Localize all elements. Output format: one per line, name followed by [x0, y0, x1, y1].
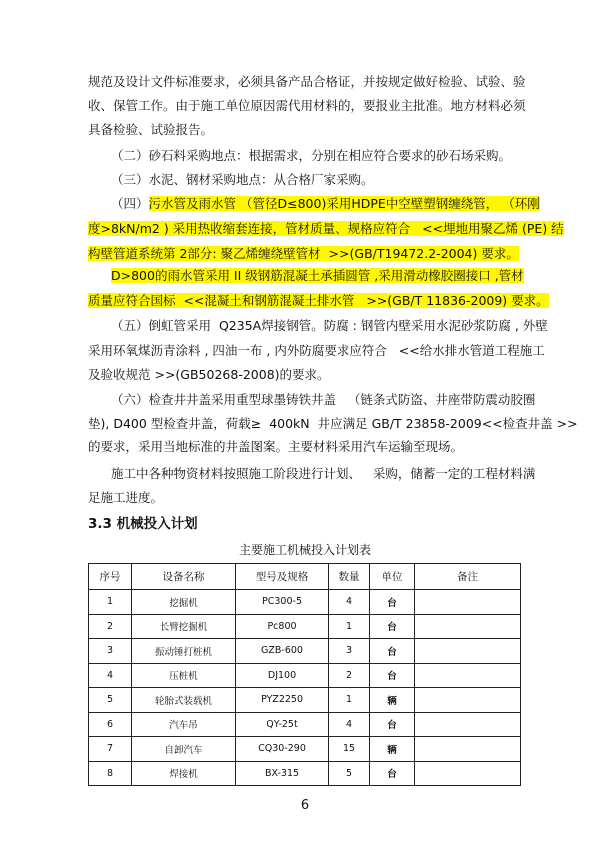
highlighted-text: 质量应符合国标 <<混凝土和钢筋混凝土排水管 >>(GB/T 11836-2009) 要求。	[88, 293, 549, 308]
cell-remarks	[415, 639, 521, 664]
text-line	[88, 414, 610, 434]
text-segment: 施工中各种物资材料按照施工阶段进行计划、 采购，储蓄一定的工程材料满	[111, 466, 536, 481]
cell-model: PC300-5	[236, 590, 329, 615]
text-segment: 的要求，采用当地标准的井盖图案。主要材料采用汽车运输至现场。	[88, 439, 464, 454]
cell-model: PYZ2250	[236, 688, 329, 713]
cell-model: GZB-600	[236, 639, 329, 664]
cell-remarks	[415, 614, 521, 639]
text-line	[88, 72, 610, 92]
text-line	[88, 437, 610, 457]
cell-unit: 台	[370, 761, 415, 786]
cell-remarks	[415, 590, 521, 615]
table-row	[89, 688, 521, 713]
header-index: 序号	[89, 564, 132, 590]
text-segment: （六）检查井井盖采用重型球墨铸铁井盖 （链条式防盗、井座带防震动胶圈	[111, 392, 536, 407]
highlighted-text: D>800的雨水管采用 II 级钢筋混凝土承插圆管 ,采用滑动橡胶圈接口 ,管材	[111, 268, 524, 283]
cell-unit: 辆	[370, 688, 415, 713]
table-row	[89, 712, 521, 737]
text-line	[88, 291, 610, 311]
cell-index: 3	[89, 639, 132, 664]
table-row	[89, 761, 521, 786]
table-row	[89, 590, 521, 615]
cell-model: DJ100	[236, 663, 329, 688]
header-equipment-name: 设备名称	[132, 564, 236, 590]
cell-remarks	[415, 663, 521, 688]
page-number: 6	[300, 798, 310, 813]
text-segment: （二）砂石料采购地点：根据需求，分别在相应符合要求的砂石场采购。	[111, 148, 512, 163]
text-segment: （四）	[111, 196, 149, 211]
text-line	[111, 316, 610, 336]
cell-quantity: 5	[329, 761, 370, 786]
text-line	[111, 390, 610, 410]
cell-index: 8	[89, 761, 132, 786]
cell-quantity: 4	[329, 712, 370, 737]
table-row	[89, 614, 521, 639]
text-line	[88, 488, 610, 508]
text-segment: 垫), D400 型检查井盖，荷载≥ 400kN 井应满足 GB/T 23858-2009<<检查井盖 >>	[88, 416, 578, 431]
text-segment: 足施工进度。	[88, 490, 164, 505]
cell-model: QY-25t	[236, 712, 329, 737]
header-unit: 单位	[370, 564, 415, 590]
table-row	[89, 639, 521, 664]
cell-equipment-name: 汽车吊	[132, 712, 236, 737]
cell-index: 5	[89, 688, 132, 713]
text-line	[111, 194, 610, 214]
header-model: 型号及规格	[236, 564, 329, 590]
text-line	[88, 341, 610, 361]
highlighted-text: 构壁管道系统第 2部分: 聚乙烯缠绕壁管材 >>(GB/T19472.2-2004) 要求。	[88, 246, 519, 261]
header-remarks: 备注	[415, 564, 521, 590]
text-line	[111, 266, 610, 286]
text-segment: 及验收规范 >>(GB50268-2008)的要求。	[88, 367, 330, 382]
text-segment: 采用环氧煤沥青涂料 , 四油一布 , 内外防腐要求应符合 <<给水排水管道工程施工	[88, 343, 545, 358]
cell-quantity: 1	[329, 614, 370, 639]
cell-unit: 台	[370, 590, 415, 615]
cell-equipment-name: 压桩机	[132, 663, 236, 688]
text-line	[88, 219, 610, 239]
cell-quantity: 2	[329, 663, 370, 688]
cell-model: CQ30-290	[236, 737, 329, 762]
cell-unit: 辆	[370, 737, 415, 762]
cell-remarks	[415, 737, 521, 762]
cell-index: 4	[89, 663, 132, 688]
cell-model: Pc800	[236, 614, 329, 639]
cell-unit: 台	[370, 712, 415, 737]
text-line	[88, 365, 610, 385]
section-title: 3.3 机械投入计划	[88, 516, 198, 532]
text-line	[111, 146, 610, 166]
table-row	[89, 663, 521, 688]
table-header-row	[89, 564, 521, 590]
text-line	[111, 170, 610, 190]
highlighted-text: 度>8kN/m2 ) 采用热收缩套连接，管材质量、规格应符合 <<埋地用聚乙烯 (PE) 结	[88, 221, 564, 236]
cell-equipment-name: 轮胎式装载机	[132, 688, 236, 713]
cell-quantity: 15	[329, 737, 370, 762]
cell-remarks	[415, 712, 521, 737]
cell-model: BX-315	[236, 761, 329, 786]
cell-quantity: 1	[329, 688, 370, 713]
cell-index: 1	[89, 590, 132, 615]
header-quantity: 数量	[329, 564, 370, 590]
cell-equipment-name: 长臂挖掘机	[132, 614, 236, 639]
cell-quantity: 3	[329, 639, 370, 664]
cell-index: 6	[89, 712, 132, 737]
table-row	[89, 737, 521, 762]
cell-quantity: 4	[329, 590, 370, 615]
cell-equipment-name: 自卸汽车	[132, 737, 236, 762]
text-line	[88, 120, 610, 140]
text-line	[88, 96, 610, 116]
text-segment: 收、保管工作。由于施工单位原因需代用材料的，要报业主批准。地方材料必须	[88, 98, 526, 113]
cell-equipment-name: 焊接机	[132, 761, 236, 786]
cell-index: 2	[89, 614, 132, 639]
text-segment: 规范及设计文件标准要求，必须具备产品合格证，并按规定做好检验、试验、验	[88, 74, 526, 89]
text-line	[88, 244, 610, 264]
text-line	[111, 464, 610, 484]
machinery-table	[88, 563, 521, 786]
cell-unit: 台	[370, 663, 415, 688]
text-segment: 具备检验、试验报告。	[88, 122, 214, 137]
table-caption: 主要施工机械投入计划表	[238, 543, 371, 557]
cell-remarks	[415, 761, 521, 786]
cell-remarks	[415, 688, 521, 713]
cell-unit: 台	[370, 639, 415, 664]
text-segment: （五）倒虹管采用 Q235A焊接钢管。防腐 : 钢管内壁采用水泥砂浆防腐 , 外壁	[111, 318, 548, 333]
cell-equipment-name: 振动锤打桩机	[132, 639, 236, 664]
cell-equipment-name: 挖掘机	[132, 590, 236, 615]
text-segment: （三）水泥、钢材采购地点：从合格厂家采购。	[111, 172, 374, 187]
highlighted-text: 污水管及雨水管 （管径D≤800)采用HDPE中空壁塑钢缠绕管， （环刚	[148, 196, 540, 211]
cell-index: 7	[89, 737, 132, 762]
cell-unit: 台	[370, 614, 415, 639]
